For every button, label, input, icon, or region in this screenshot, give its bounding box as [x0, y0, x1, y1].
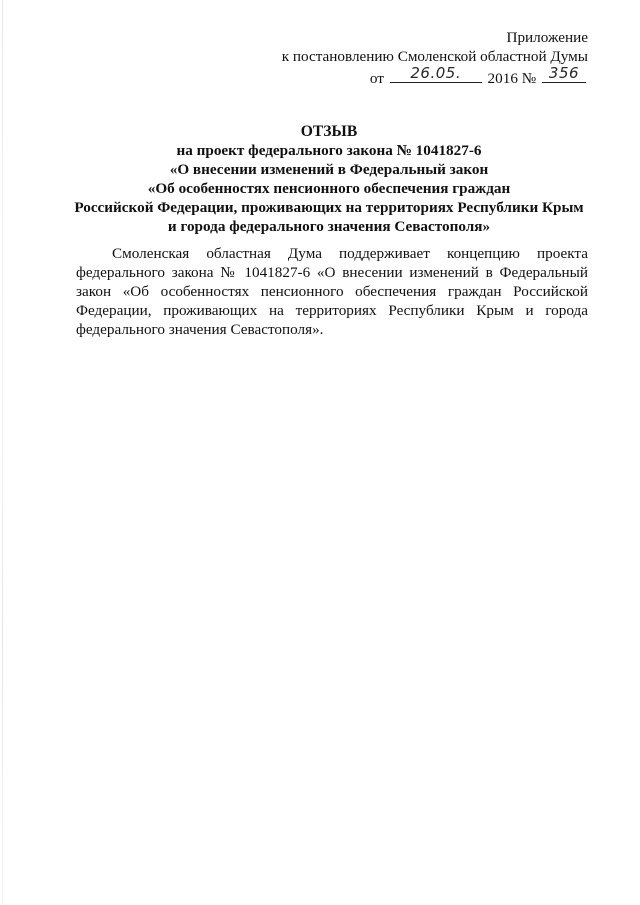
body-line: закон «Об особенностях пенсионного обеспечения граждан Российской	[76, 283, 588, 300]
handwritten-date-field	[390, 66, 482, 83]
handwritten-number-field	[542, 66, 586, 83]
title-line: Российской Федерации, проживающих на территориях Республики Крым	[74, 199, 584, 216]
appendix-block	[188, 28, 588, 88]
appendix-title: Приложение	[506, 29, 588, 46]
document-heading: ОТЗЫВ	[300, 123, 358, 140]
appendix-date-line	[188, 66, 588, 88]
body-paragraph	[76, 244, 588, 339]
title-line: «О внесении изменений в Федеральный закон	[169, 161, 489, 178]
body-line: федерального закона № 1041827-6 «О внесении изменений в Федеральный	[76, 264, 588, 281]
handwritten-date: 26.05.	[410, 64, 462, 82]
body-line: федерального значения Севастополя».	[76, 321, 324, 338]
scan-edge-line	[2, 0, 3, 905]
body-line: Смоленская областная Дума поддерживает концепцию проекта	[112, 245, 588, 262]
year-number-label: 2016 №	[487, 70, 537, 87]
handwritten-number: 356	[548, 64, 580, 82]
appendix-resolution-reference: к постановлению Смоленской областной Думы	[281, 48, 588, 65]
title-line: «Об особенностях пенсионного обеспечения граждан	[147, 180, 511, 197]
document-title-block	[40, 122, 618, 236]
title-line: и города федерального значения Севастополя»	[167, 218, 491, 235]
date-prefix: от	[369, 70, 384, 87]
title-line: на проект федерального закона № 1041827-6	[176, 142, 482, 159]
body-line: Федерации, проживающих на территориях Республики Крым и города	[76, 302, 588, 319]
